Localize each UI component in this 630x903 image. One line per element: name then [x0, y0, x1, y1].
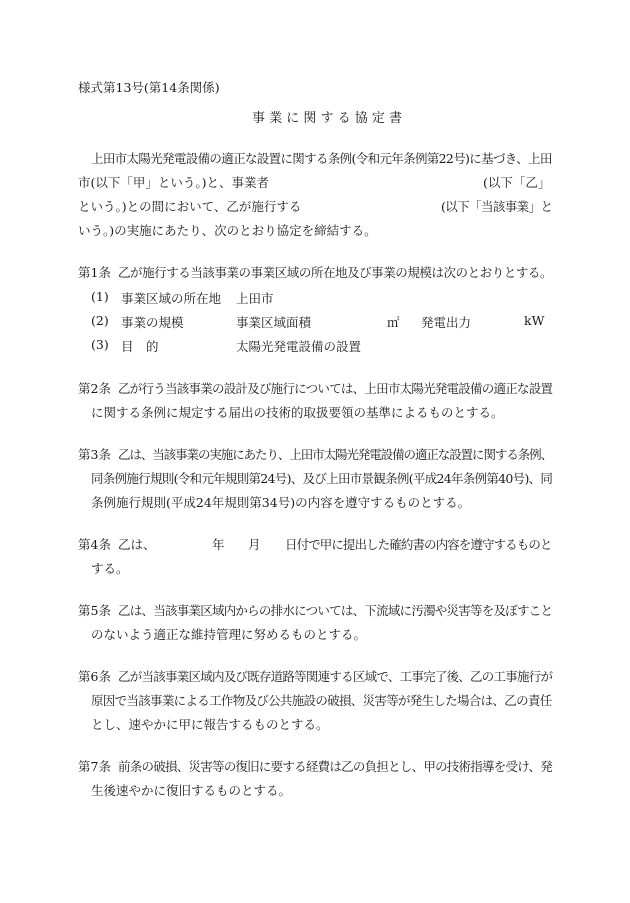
article-text-line-1: 乙が当該事業区域内及び既存道路等関連する区域で、工事完了後、乙の工事施行が — [118, 669, 553, 684]
article-text-line-2: 原因で当該事業による工作物及び公共施設の破損、災害等が発生した場合は、乙の責任 — [91, 693, 552, 708]
article-text-line-2: 生後速やかに復旧するものとする。 — [91, 783, 292, 798]
document-title: 事 業 に 関 す る 協 定 書 — [252, 111, 403, 126]
article-number: 第4条 — [78, 537, 111, 552]
article-text-line-1a: 乙は、 — [118, 537, 156, 552]
item-number: (2) — [91, 313, 109, 328]
article-text: 乙が施行する当該事業の事業区域の所在地及び事業の規模は次のとおりとする。 — [118, 265, 553, 280]
article-text-line-1b: 日付で甲に提出した確約書の内容を遵守するものと — [285, 537, 552, 552]
item-value-2: 発電出力 — [421, 315, 472, 330]
item-label: 事業の規模 — [121, 315, 184, 330]
item-value: 太陽光発電設備の設置 — [236, 339, 362, 354]
item-label: 目 的 — [121, 339, 159, 354]
preamble-line-1: 上田市太陽光発電設備の適正な設置に関する条例(令和元年条例第22号)に基づき、上田 — [91, 151, 552, 166]
item-value: 事業区域面積 — [236, 315, 312, 330]
item-label: 事業区域の所在地 — [121, 291, 222, 306]
preamble-line-2b: (以下「乙」 — [483, 175, 551, 190]
item-number: (1) — [91, 289, 109, 304]
article-text-line-3: とし、速やかに甲に報告するものとする。 — [91, 717, 329, 732]
article-text-line-3: 条例施行規則(平成24年規則第34号)の内容を遵守するものとする。 — [91, 495, 471, 510]
article-number: 第3条 — [78, 447, 111, 462]
article-text-line-1: 乙は、当該事業区域内からの排水については、下流域に汚濁や災害等を及ぼすこと — [118, 603, 553, 618]
item-number: (3) — [91, 337, 109, 352]
area-unit: ㎡ — [387, 315, 400, 330]
form-number: 様式第13号(第14条関係) — [78, 80, 220, 95]
article-text-line-2: に関する条例に規定する届出の技術的取扱要領の基準によるものとする。 — [91, 405, 504, 420]
article-number: 第1条 — [78, 265, 111, 280]
article-text-line-1: 乙が行う当該事業の設計及び施行については、上田市太陽光発電設備の適正な設置 — [118, 381, 553, 396]
article-text-line-2: 同条例施行規則(令和元年規則第24号)、及び上田市景観条例(平成24年条例第40号)、同 — [91, 471, 553, 486]
preamble-line-3b: (以下「当該事業」と — [441, 199, 553, 214]
item-value: 上田市 — [236, 291, 274, 306]
article-text-line-1: 前条の破損、災害等の復旧に要する経費は乙の負担とし、甲の技術指導を受け、発 — [118, 759, 553, 774]
preamble-line-2a: 市(以下「甲」という。)と、事業者 — [78, 175, 270, 190]
preamble-line-3a: という。)との間において、乙が施行する — [78, 199, 302, 214]
article-text-line-2: する。 — [91, 561, 129, 576]
article-number: 第5条 — [78, 603, 111, 618]
article-number: 第7条 — [78, 759, 111, 774]
article-text-line-1: 乙は、当該事業の実施にあたり、上田市太陽光発電設備の適正な設置に関する条例、 — [118, 447, 553, 462]
month-label: 月 — [248, 537, 261, 552]
output-unit: kW — [524, 313, 545, 328]
article-text-line-2: のないよう適正な維持管理に努めるものとする。 — [91, 627, 367, 642]
article-number: 第6条 — [78, 669, 111, 684]
year-label: 年 — [212, 537, 225, 552]
preamble-line-4: いう。)の実施にあたり、次のとおり協定を締結する。 — [78, 223, 377, 238]
article-number: 第2条 — [78, 381, 111, 396]
